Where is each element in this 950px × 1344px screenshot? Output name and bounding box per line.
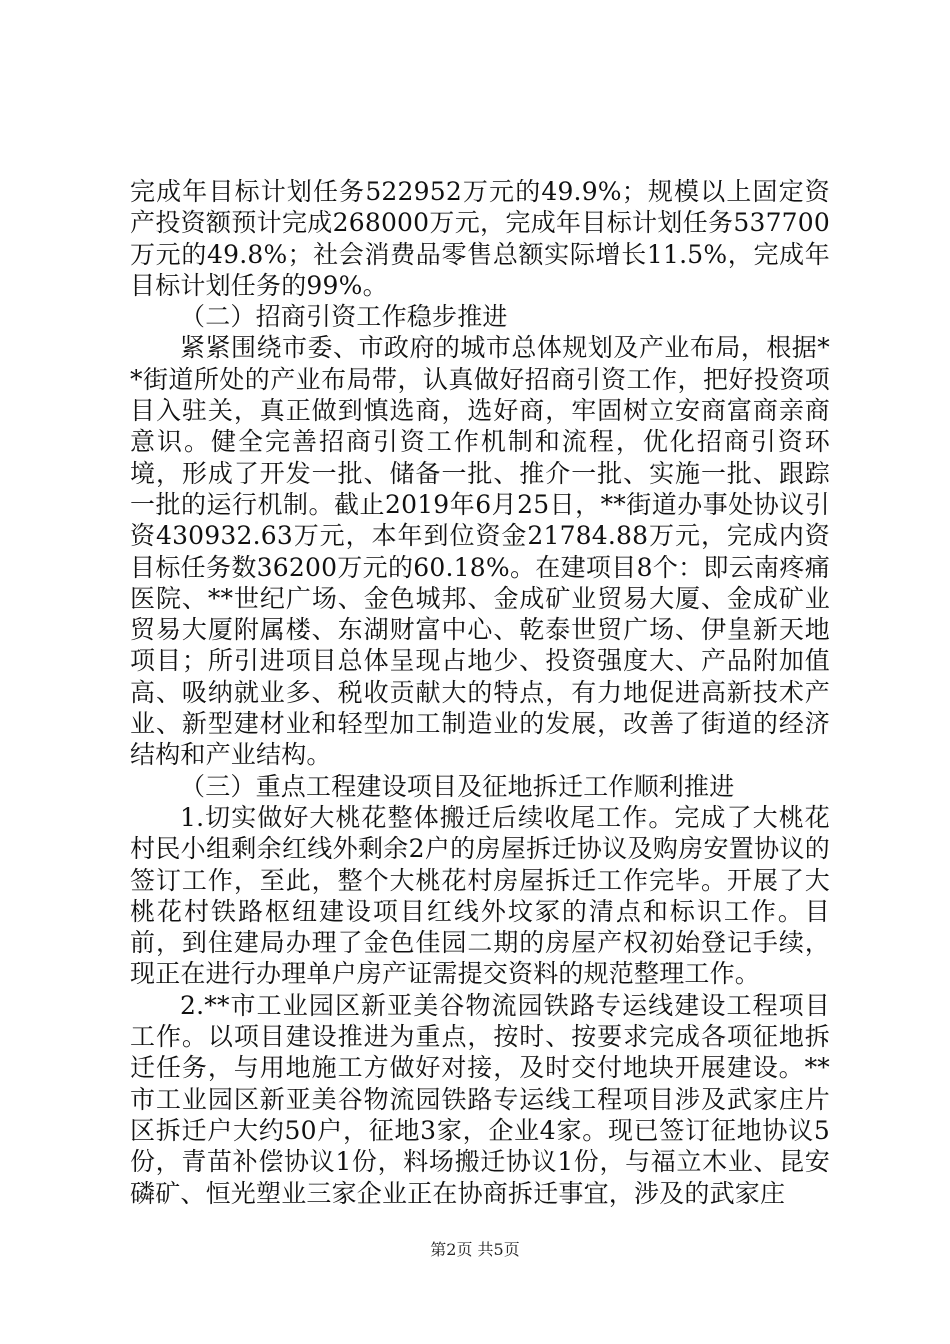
paragraph-continuation: 完成年目标计划任务522952万元的49.9%；规模以上固定资产投资额预计完成268000万元，完成年目标计划任务537700万元的49.8%；社会消费品零售总额实际增长11.5%，完成年目标计划任务的99%。: [130, 177, 830, 300]
page-footer: [0, 1240, 950, 1260]
section-heading-2: （二）招商引资工作稳步推进: [180, 302, 508, 332]
paragraph-item-1: 1.切实做好大桃花整体搬迁后续收尾工作。完成了大桃花村民小组剩余红线外剩余2户的房屋拆迁协议及购房安置协议的签订工作，至此，整个大桃花村房屋拆迁工作完毕。开展了大桃花村铁路枢纽建设项目红线外坟冢的清点和标识工作。目前，到住建局办理了金色佳园二期的房屋产权初始登记手续，现正在进行办理单户房产证需提交资料的规范整理工作。: [130, 802, 830, 989]
section-heading-3: （三）重点工程建设项目及征地拆迁工作顺利推进: [180, 771, 735, 801]
paragraph-investment: 紧紧围绕市委、市政府的城市总体规划及产业布局，根据**街道所处的产业布局带，认真做好招商引资工作，把好投资项目入驻关，真正做到慎选商，选好商，牢固树立安商富商亲商意识。健全完善招商引资工作机制和流程，优化招商引资环境，形成了开发一批、储备一批、推介一批、实施一批、跟踪一批的运行机制。截止2019年6月25日，**街道办事处协议引资430932.63万元，本年到位资金21784.88万元，完成内资目标任务数36200万元的60.18%。在建项目8个：即云南疼痛医院、**世纪广场、金色城邦、金成矿业贸易大厦、金成矿业贸易大厦附属楼、东湖财富中心、乾泰世贸广场、伊皇新天地项目；所引进项目总体呈现占地少、投资强度大、产品附加值高、吸纳就业多、税收贡献大的特点，有力地促进高新技术产业、新型建材业和轻型加工制造业的发展，改善了街道的经济结构和产业结构。: [130, 333, 830, 770]
document-body: [130, 176, 830, 1209]
paragraph-item-2: 2.**市工业园区新亚美谷物流园铁路专运线建设工程项目工作。以项目建设推进为重点，按时、按要求完成各项征地拆迁任务，与用地施工方做好对接，及时交付地块开展建设。**市工业园区新亚美谷物流园铁路专运线工程项目涉及武家庄片区拆迁户大约50户，征地3家，企业4家。现已签订征地协议5份，青苗补偿协议1份，料场搬迁协议1份，与福立木业、昆安磷矿、恒光塑业三家企业正在协商拆迁事宜，涉及的武家庄: [130, 990, 830, 1208]
page-number-label: 第2页 共5页: [430, 1240, 520, 1259]
